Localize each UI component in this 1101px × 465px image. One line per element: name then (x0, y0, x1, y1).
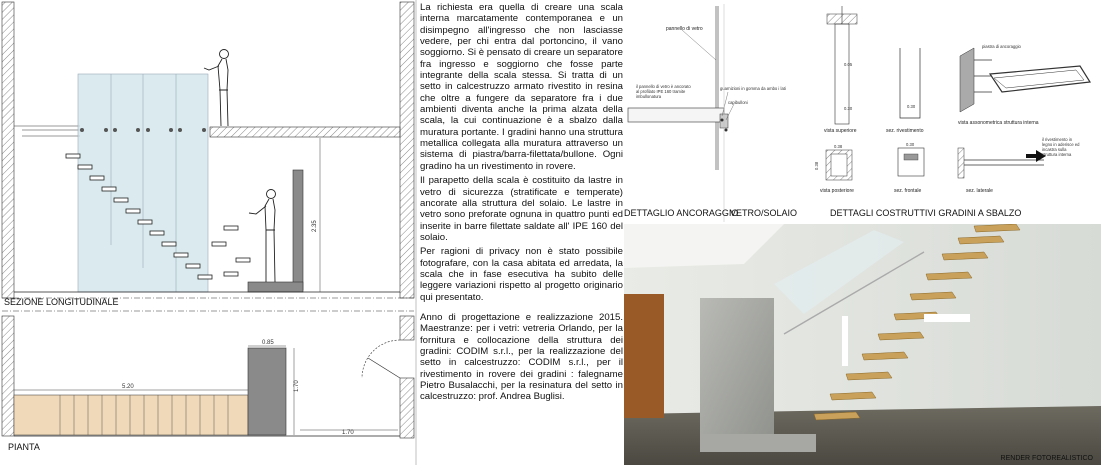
plan-partition (248, 348, 286, 435)
description-text (420, 2, 623, 462)
dim-opening: 1.70 (294, 380, 300, 392)
section-label: SEZIONE LONGITUDINALE (4, 297, 119, 307)
step-details-label: DETTAGLI COSTRUTTIVI GRADINI A SBALZO (830, 208, 1022, 218)
dim-back-b: 0.38 (814, 161, 819, 170)
cladding-note-1: il rivestimento in (1042, 137, 1073, 142)
plan-steps (14, 395, 248, 435)
dim-plan-length: 5.20 (122, 384, 134, 390)
dim-top-b: 0.30 (844, 106, 853, 111)
dim-back-a: 0.38 (834, 144, 843, 149)
paragraph-credits: Anno di progettazione e realizzazione 2015. Maestranze: per i vetri: vetreria Orlando, per la fornitura e collocazione della struttura dei gradini: CODIM s.r.l., per la realizzazione del setto in calcestruzzo: CODIM s.r.l., per il rivestimento in rovere dei gradini : falegname Pietro Busalacchi, per la resinatura del setto in calcestruzzo: prof. Andrea Buglisi. (420, 311, 623, 403)
person-lower (249, 190, 276, 283)
glass-floor-label: VETRO/SOLAIO (730, 208, 798, 218)
axonometric-label: vista assonometrica struttura interna (958, 120, 1039, 126)
dim-top-a: 0.05 (844, 62, 853, 67)
floor-plan (2, 316, 414, 438)
rear-view-label: vista posteriore (820, 188, 854, 194)
drawings-panel (0, 0, 418, 465)
architectural-drawing (0, 0, 418, 465)
anchor-detail (628, 4, 786, 222)
cladding-note-3: incastra sulla (1042, 147, 1067, 152)
cladding-note-4: struttura interna (1042, 152, 1072, 157)
paragraph-privacy: Per ragioni di privacy non è stato possibile fotografare, con la casa abitata ed arredata, la scala che in fase esecutiva ha subito delle leggere variazioni rispetto al progetto originario qui presentato. (420, 246, 623, 303)
paragraph-request: La richiesta era quella di creare una scala interna marcatamente contemporanea e un disimpegno all'ingresso che non lasciasse vedere, per chi entra dal portoncino, il vano soggiorno. Si è pensato di creare un separatore fra ingresso e soggiorno che fosse parte integrante della scala stessa. Si tratta di un setto in calcestruzzo armato rivestito in resina che oltre a fungere da separatore fra i due ambienti diventa anche la prima alzata della scala, la cui continuazione è a sbalzo dalla muratura portante. I gradini hanno una struttura metallica collegata alla muratura attraverso un sistema di piastra/barra-filettata/bullone. Ogni gradino ha un rivestimento in rovere. (420, 2, 623, 172)
dim-wall-width: 0.85 (262, 340, 274, 346)
render-caption: RENDER FOTOREALISTICO (1000, 455, 1093, 462)
dim-height: 2.35 (312, 220, 318, 232)
dim-front-a: 0.30 (906, 142, 915, 147)
plan-label: PIANTA (8, 442, 40, 452)
paragraph-parapet: Il parapetto della scala è costituito da lastre in vetro di sicurezza (stratificate e temperate) ancorate alla struttura del solaio. Le lastre in vetro sono preforate ognuna in quattro punti ed inserite in barre filettate saldate all' IPE 160 del solaio. (420, 175, 623, 243)
concrete-partition (293, 170, 303, 290)
first-riser (248, 282, 303, 292)
details-drawing (624, 0, 1101, 222)
glass-parapet (78, 74, 208, 292)
note-glass-fixing-1: il pannello di vetro è ancorato (636, 84, 691, 89)
top-view-label: vista superiore (824, 128, 857, 134)
note-glass-fixing-2: al profilato IPE 160 tramite (636, 89, 686, 94)
cladding-section-label: sez. rivestimento (886, 128, 924, 134)
dim-cover: 0.30 (907, 104, 916, 109)
note-gasket: guarnizioni in gomma da ambo i lati (720, 86, 786, 91)
anchor-detail-label: DETTAGLIO ANCORAGGIO (624, 208, 739, 218)
note-glass-fixing-3: imbullonatura (636, 94, 662, 99)
anchor-plate-label: piastra di ancoraggio (982, 44, 1021, 49)
dim-door: 1.70 (342, 430, 354, 436)
right-wall (400, 2, 414, 298)
step-details (814, 6, 1090, 194)
render-image (624, 224, 1101, 465)
side-section-label: sez. laterale (966, 188, 993, 194)
details-panel (624, 0, 1101, 222)
cladding-note-2: legno in aderisce ed (1042, 142, 1080, 147)
front-section-label: sez. frontale (894, 188, 922, 194)
render-panel (624, 224, 1101, 465)
left-wall (2, 2, 14, 298)
note-glass-panel: pannello di vetro (666, 26, 703, 32)
upper-slab (210, 127, 400, 137)
longitudinal-section (2, 2, 414, 298)
note-bolts: capibulloni (728, 100, 748, 105)
